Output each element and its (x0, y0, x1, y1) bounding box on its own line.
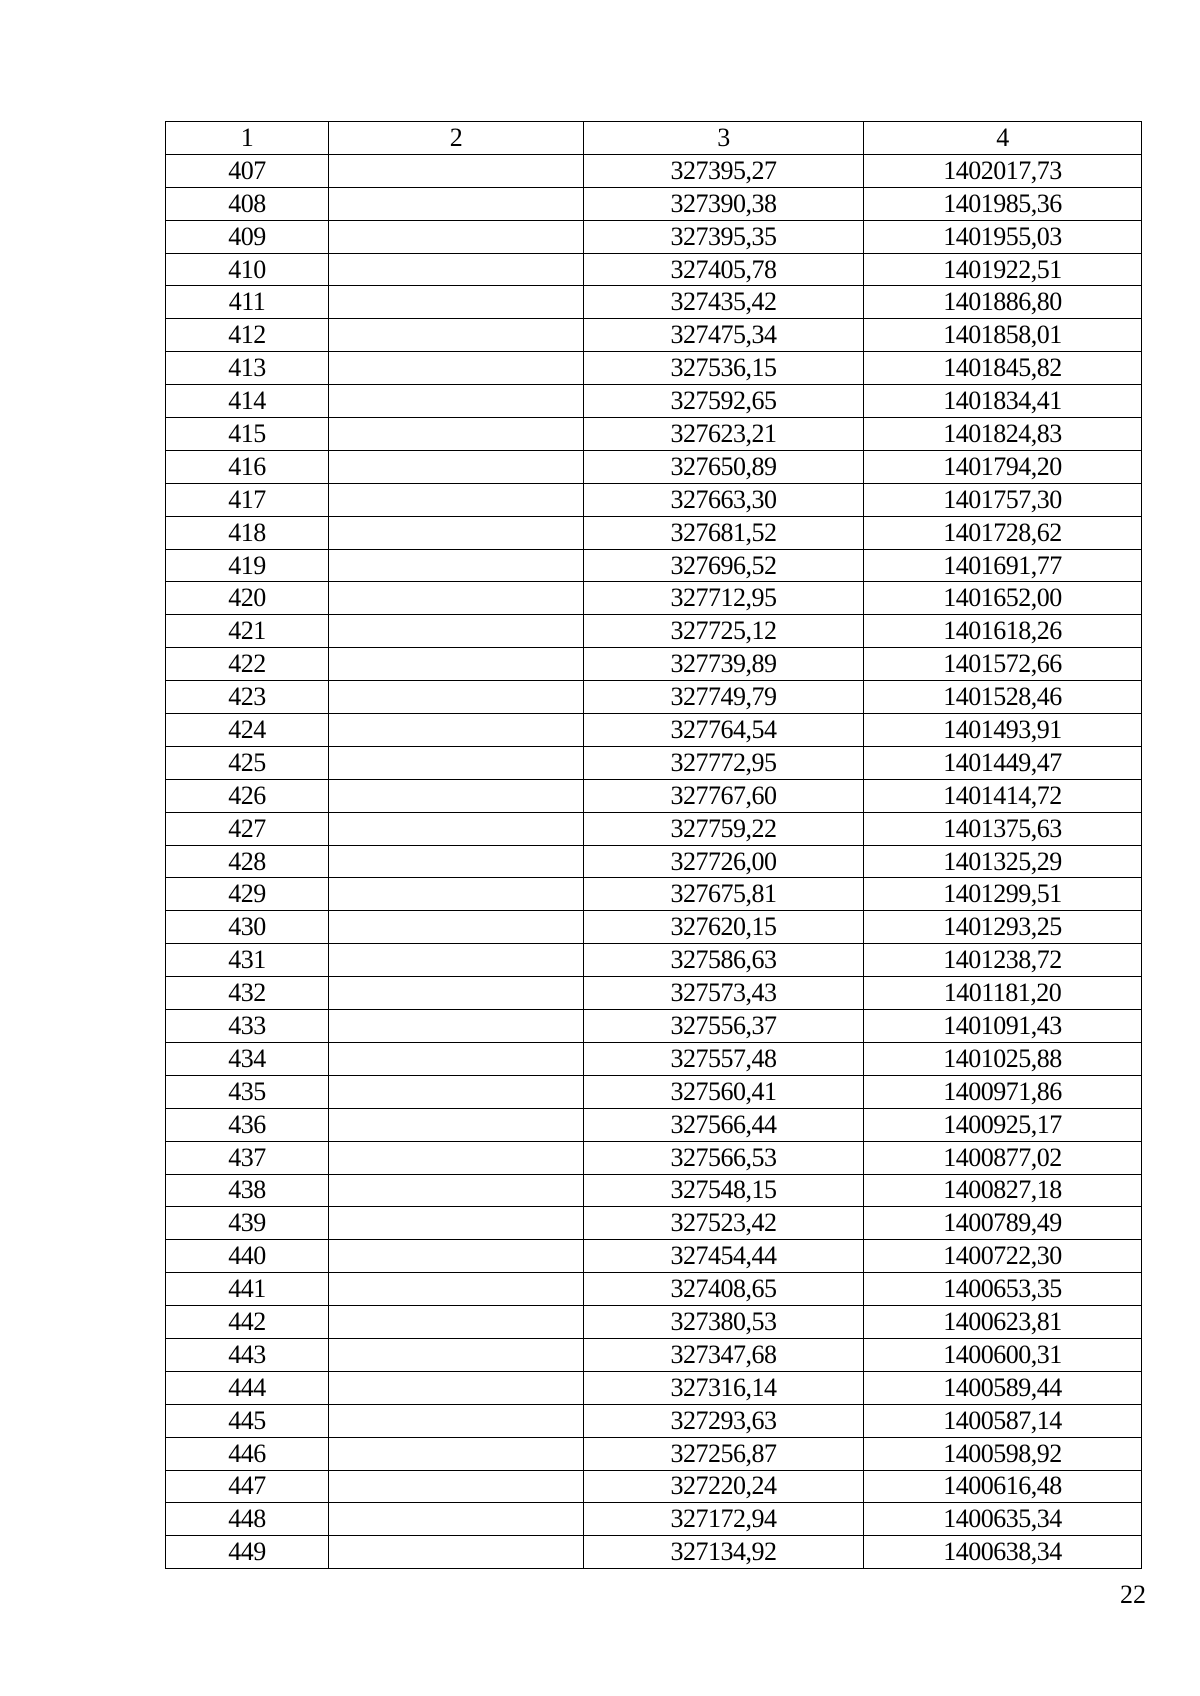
table-cell: 432 (166, 977, 329, 1010)
table-row (166, 483, 1142, 516)
table-cell: 327566,44 (584, 1108, 864, 1141)
table-cell: 327347,68 (584, 1338, 864, 1371)
table-cell: 327134,92 (584, 1536, 864, 1569)
table-cell: 1401794,20 (864, 450, 1142, 483)
table-cell: 327725,12 (584, 615, 864, 648)
table-cell (329, 1536, 584, 1569)
table-cell: 327454,44 (584, 1240, 864, 1273)
table-cell: 1401834,41 (864, 385, 1142, 418)
table-cell (329, 1273, 584, 1306)
table-cell: 1400653,35 (864, 1273, 1142, 1306)
table-row (166, 1404, 1142, 1437)
table-cell (329, 1338, 584, 1371)
table-cell (329, 1108, 584, 1141)
table-cell: 327739,89 (584, 648, 864, 681)
table-cell: 431 (166, 944, 329, 977)
table-row (166, 746, 1142, 779)
table-cell: 422 (166, 648, 329, 681)
table-cell: 327586,63 (584, 944, 864, 977)
table-row (166, 253, 1142, 286)
table-cell: 327475,34 (584, 319, 864, 352)
table-cell: 427 (166, 812, 329, 845)
table-row (166, 1273, 1142, 1306)
table-row (166, 1536, 1142, 1569)
table-cell: 1401845,82 (864, 352, 1142, 385)
table-cell (329, 253, 584, 286)
table-cell (329, 220, 584, 253)
table-cell: 419 (166, 549, 329, 582)
table-cell (329, 1404, 584, 1437)
table-row (166, 220, 1142, 253)
table-cell: 1400722,30 (864, 1240, 1142, 1273)
table-cell (329, 812, 584, 845)
table-cell: 327293,63 (584, 1404, 864, 1437)
table-row (166, 1371, 1142, 1404)
table-cell: 435 (166, 1075, 329, 1108)
table-row (166, 1240, 1142, 1273)
table-cell: 423 (166, 681, 329, 714)
table-cell: 1400971,86 (864, 1075, 1142, 1108)
table-row (166, 582, 1142, 615)
table-cell: 1401414,72 (864, 779, 1142, 812)
table-cell: 413 (166, 352, 329, 385)
table-cell: 442 (166, 1306, 329, 1339)
table-cell: 447 (166, 1470, 329, 1503)
table-cell: 421 (166, 615, 329, 648)
table-cell: 441 (166, 1273, 329, 1306)
table-cell: 438 (166, 1174, 329, 1207)
column-header-4: 4 (864, 122, 1142, 155)
table-cell: 327650,89 (584, 450, 864, 483)
table-cell: 327663,30 (584, 483, 864, 516)
table-cell: 1401181,20 (864, 977, 1142, 1010)
table-cell: 412 (166, 319, 329, 352)
table-cell: 433 (166, 1010, 329, 1043)
table-row (166, 187, 1142, 220)
table-cell: 327592,65 (584, 385, 864, 418)
table-cell (329, 1470, 584, 1503)
table-row (166, 681, 1142, 714)
table-cell: 327256,87 (584, 1437, 864, 1470)
table-cell: 327405,78 (584, 253, 864, 286)
table-row (166, 615, 1142, 648)
table-cell: 440 (166, 1240, 329, 1273)
table-cell: 429 (166, 878, 329, 911)
table-cell: 1400598,92 (864, 1437, 1142, 1470)
table-row (166, 516, 1142, 549)
table-cell: 1401572,66 (864, 648, 1142, 681)
table-cell: 327767,60 (584, 779, 864, 812)
table-row (166, 648, 1142, 681)
table-cell: 327395,35 (584, 220, 864, 253)
table-cell (329, 187, 584, 220)
table-cell (329, 154, 584, 187)
table-cell: 426 (166, 779, 329, 812)
column-header-1: 1 (166, 122, 329, 155)
table-cell: 1401757,30 (864, 483, 1142, 516)
table-cell: 417 (166, 483, 329, 516)
table-cell (329, 418, 584, 451)
table-cell: 327390,38 (584, 187, 864, 220)
table-cell: 327536,15 (584, 352, 864, 385)
table-cell (329, 714, 584, 747)
table-cell: 327435,42 (584, 286, 864, 319)
table-row (166, 1174, 1142, 1207)
table-cell (329, 845, 584, 878)
table-cell: 428 (166, 845, 329, 878)
table-cell: 430 (166, 911, 329, 944)
table-cell: 415 (166, 418, 329, 451)
table-cell: 434 (166, 1042, 329, 1075)
table-cell: 1401922,51 (864, 253, 1142, 286)
table-cell: 327749,79 (584, 681, 864, 714)
table-cell: 327172,94 (584, 1503, 864, 1536)
table-row (166, 1503, 1142, 1536)
table-cell: 425 (166, 746, 329, 779)
table-cell (329, 911, 584, 944)
table-cell (329, 977, 584, 1010)
table-cell (329, 516, 584, 549)
table-cell: 1401375,63 (864, 812, 1142, 845)
table-cell: 1400635,34 (864, 1503, 1142, 1536)
table-row (166, 1141, 1142, 1174)
table-cell: 327726,00 (584, 845, 864, 878)
table-row (166, 418, 1142, 451)
table-cell: 436 (166, 1108, 329, 1141)
table-row (166, 977, 1142, 1010)
table-row (166, 286, 1142, 319)
table-row (166, 319, 1142, 352)
table-cell (329, 681, 584, 714)
table-row (166, 944, 1142, 977)
table-cell: 327681,52 (584, 516, 864, 549)
table-cell (329, 582, 584, 615)
table-cell: 327573,43 (584, 977, 864, 1010)
table-cell (329, 648, 584, 681)
table-cell: 327566,53 (584, 1141, 864, 1174)
table-cell (329, 352, 584, 385)
table-cell: 1400638,34 (864, 1536, 1142, 1569)
table-cell: 327764,54 (584, 714, 864, 747)
table-cell: 327316,14 (584, 1371, 864, 1404)
table-row (166, 1075, 1142, 1108)
table-cell: 416 (166, 450, 329, 483)
table-cell (329, 878, 584, 911)
table-cell: 327696,52 (584, 549, 864, 582)
table-row (166, 1437, 1142, 1470)
table-cell: 327557,48 (584, 1042, 864, 1075)
table-cell: 418 (166, 516, 329, 549)
table-cell (329, 1240, 584, 1273)
table-cell: 437 (166, 1141, 329, 1174)
table-row (166, 549, 1142, 582)
table-row (166, 812, 1142, 845)
table-row (166, 1042, 1142, 1075)
table-row (166, 385, 1142, 418)
table-cell (329, 1207, 584, 1240)
table-cell: 1401528,46 (864, 681, 1142, 714)
table-cell (329, 779, 584, 812)
table-cell (329, 549, 584, 582)
table-cell: 327408,65 (584, 1273, 864, 1306)
table-cell: 443 (166, 1338, 329, 1371)
table-row (166, 1306, 1142, 1339)
table-cell (329, 450, 584, 483)
table-cell: 1401691,77 (864, 549, 1142, 582)
table-cell: 327772,95 (584, 746, 864, 779)
table-cell: 1401985,36 (864, 187, 1142, 220)
table-row (166, 352, 1142, 385)
table-row (166, 450, 1142, 483)
table-cell: 1401728,62 (864, 516, 1142, 549)
table-row (166, 1010, 1142, 1043)
table-cell (329, 1503, 584, 1536)
table-cell: 420 (166, 582, 329, 615)
table-cell: 1400600,31 (864, 1338, 1142, 1371)
table-cell: 410 (166, 253, 329, 286)
table-cell: 1401449,47 (864, 746, 1142, 779)
table-cell (329, 1075, 584, 1108)
table-cell: 1401299,51 (864, 878, 1142, 911)
table-cell: 327560,41 (584, 1075, 864, 1108)
table-cell: 424 (166, 714, 329, 747)
table-cell: 1401325,29 (864, 845, 1142, 878)
table-cell: 411 (166, 286, 329, 319)
table-cell: 448 (166, 1503, 329, 1536)
table-cell: 1401493,91 (864, 714, 1142, 747)
table-cell (329, 615, 584, 648)
table-cell: 1401618,26 (864, 615, 1142, 648)
table-cell (329, 1174, 584, 1207)
table-cell: 409 (166, 220, 329, 253)
table-cell: 408 (166, 187, 329, 220)
table-cell: 1402017,73 (864, 154, 1142, 187)
table-cell: 444 (166, 1371, 329, 1404)
table-cell: 1401858,01 (864, 319, 1142, 352)
table-cell: 327675,81 (584, 878, 864, 911)
table-cell: 445 (166, 1404, 329, 1437)
table-cell: 446 (166, 1437, 329, 1470)
table-cell: 1401824,83 (864, 418, 1142, 451)
table-cell: 439 (166, 1207, 329, 1240)
table-cell (329, 483, 584, 516)
table-cell (329, 1371, 584, 1404)
table-cell (329, 1010, 584, 1043)
table-row (166, 779, 1142, 812)
table-cell: 327220,24 (584, 1470, 864, 1503)
table-row (166, 1338, 1142, 1371)
table-cell: 1401091,43 (864, 1010, 1142, 1043)
table-row (166, 845, 1142, 878)
table-cell (329, 1141, 584, 1174)
table-cell: 327759,22 (584, 812, 864, 845)
table-cell: 1400587,14 (864, 1404, 1142, 1437)
table-cell: 1400623,81 (864, 1306, 1142, 1339)
table-row (166, 911, 1142, 944)
table-cell: 327623,21 (584, 418, 864, 451)
table-cell: 327620,15 (584, 911, 864, 944)
table-cell: 327380,53 (584, 1306, 864, 1339)
table-cell: 407 (166, 154, 329, 187)
table-cell (329, 1042, 584, 1075)
table-row (166, 1108, 1142, 1141)
table-cell: 1401293,25 (864, 911, 1142, 944)
table-cell: 327548,15 (584, 1174, 864, 1207)
table-cell (329, 385, 584, 418)
table-cell: 1400827,18 (864, 1174, 1142, 1207)
table-row (166, 878, 1142, 911)
table-cell: 327712,95 (584, 582, 864, 615)
table-cell: 1400789,49 (864, 1207, 1142, 1240)
table-cell: 1401238,72 (864, 944, 1142, 977)
table-cell: 1401025,88 (864, 1042, 1142, 1075)
table-cell: 414 (166, 385, 329, 418)
table-cell: 1401955,03 (864, 220, 1142, 253)
table-row (166, 1470, 1142, 1503)
coordinates-table (165, 121, 1142, 1569)
table-cell: 449 (166, 1536, 329, 1569)
table-row (166, 154, 1142, 187)
table-cell: 327556,37 (584, 1010, 864, 1043)
table-cell: 1400589,44 (864, 1371, 1142, 1404)
table-cell (329, 286, 584, 319)
table-cell: 1401652,00 (864, 582, 1142, 615)
table-cell: 1400616,48 (864, 1470, 1142, 1503)
column-header-2: 2 (329, 122, 584, 155)
table-cell (329, 1306, 584, 1339)
column-header-3: 3 (584, 122, 864, 155)
table-cell (329, 1437, 584, 1470)
table-row (166, 714, 1142, 747)
table-header-row (166, 122, 1142, 155)
table-cell: 1401886,80 (864, 286, 1142, 319)
page-number: 22 (1120, 1580, 1146, 1609)
table-cell (329, 746, 584, 779)
table-cell (329, 944, 584, 977)
table-cell: 1400925,17 (864, 1108, 1142, 1141)
table-cell (329, 319, 584, 352)
table-row (166, 1207, 1142, 1240)
table-cell: 1400877,02 (864, 1141, 1142, 1174)
table-cell: 327395,27 (584, 154, 864, 187)
table-cell: 327523,42 (584, 1207, 864, 1240)
